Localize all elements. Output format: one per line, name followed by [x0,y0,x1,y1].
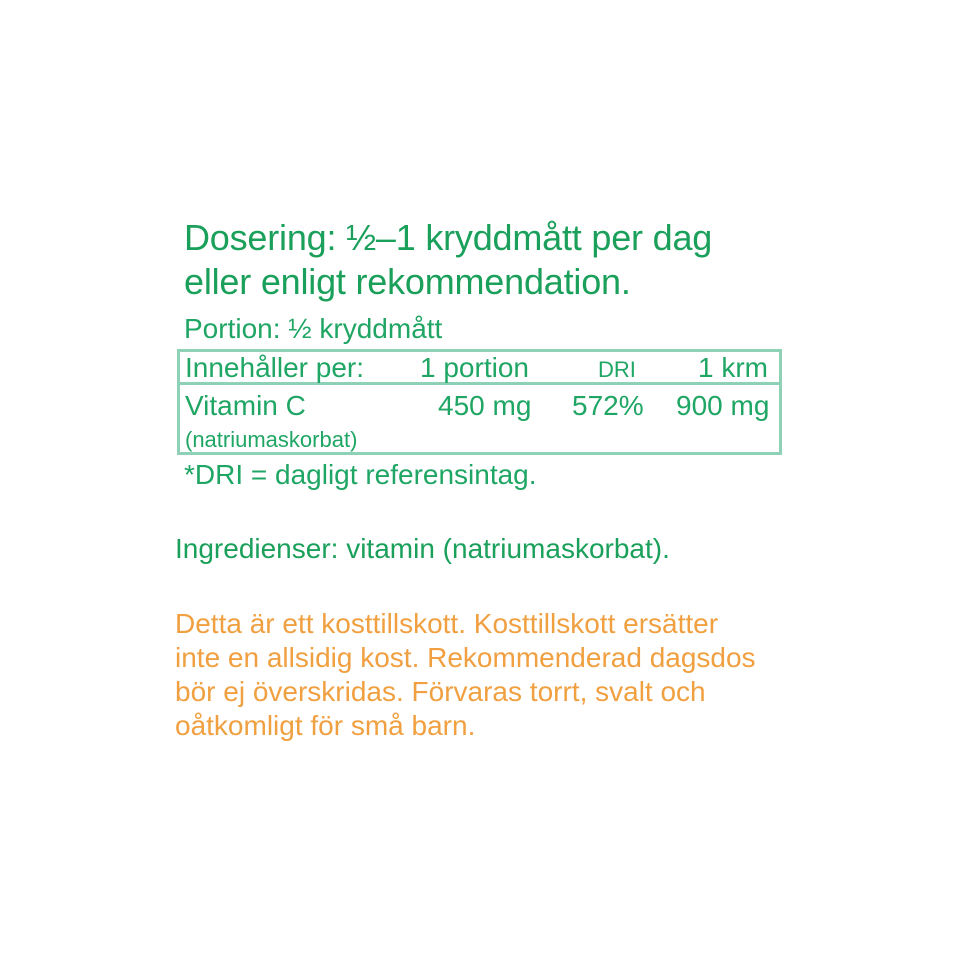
row-nutrient-name: Vitamin C [185,390,306,421]
row-krm-value: 900 mg [676,390,770,421]
warning-line-2: inte en allsidig kost. Rekommenderad dagsdos [175,642,756,673]
row-nutrient-subname: (natriumaskorbat) [185,427,358,452]
row-portion-value: 450 mg [438,390,532,421]
header-portion: 1 portion [420,352,529,383]
warning-line-1: Detta är ett kosttillskott. Kosttillskott ersätter [175,608,719,639]
header-dri: DRI [598,357,636,382]
portion-title: Portion: ½ kryddmått [184,313,443,344]
warning-line-4: oåtkomligt för små barn. [175,710,476,741]
header-krm: 1 krm [698,352,768,383]
table-header-row [180,352,779,385]
warning-text [175,607,815,743]
dosering-line-1: Dosering: ½–1 kryddmått per dag [184,217,713,258]
dosering-line-2: eller enligt rekommendation. [184,261,631,302]
ingredients-text: Ingredienser: vitamin (natriumaskorbat). [175,533,670,564]
dosering-text [184,216,884,304]
dri-footnote: *DRI = dagligt referensintag. [184,459,537,490]
row-dri-value: 572% [572,390,644,421]
warning-line-3: bör ej överskridas. Förvaras torrt, svalt och [175,676,706,707]
nutrition-table [177,349,782,455]
header-contains-per: Innehåller per: [185,352,365,383]
